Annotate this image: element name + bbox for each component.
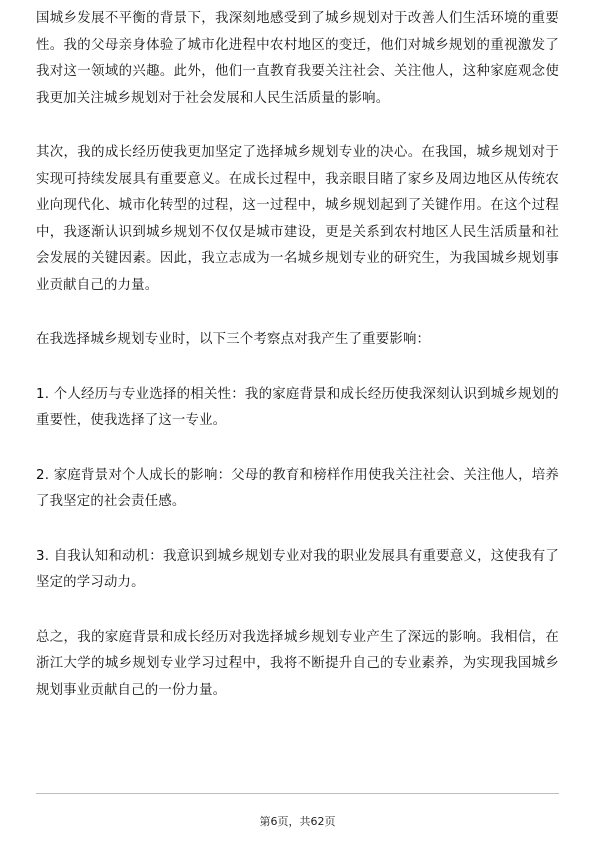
list-item-family-influence: 2. 家庭背景对个人成长的影响：父母的教育和榜样作用使我关注社会、关注他人，培养了我坚定的社会责任感。 — [36, 467, 559, 509]
paragraph-key-points-intro: 在我选择城乡规划专业时，以下三个考察点对我产生了重要影响： — [36, 332, 431, 347]
paragraph-growth-experience: 其次，我的成长经历使我更加坚定了选择城乡规划专业的决心。在我国，城乡规划对于实现可持续发展具有重要意义。在成长过程中，我亲眼目睹了家乡及周边地区从传统农业向现代化、城市化转型的过程，这一过程中，城乡规划起到了关键作用。在这个过程中，我逐渐认识到城乡规划不仅仅是城市建设，更是关系到农村地区人民生活质量和社会发展的关键因素。因此，我立志成为一名城乡规划专业的研究生，为我国城乡规划事业贡献自己的力量。 — [36, 145, 559, 293]
paragraph-family-background: 国城乡发展不平衡的背景下，我深刻地感受到了城乡规划对于改善人们生活环境的重要性。我的父母亲身体验了城市化进程中农村地区的变迁，他们对城乡规划的重视激发了我对这一领域的兴趣。此外，他们一直教育我要关注社会、关注他人，这种家庭观念使我更加关注城乡规划对于社会发展和人民生活质量的影响。 — [36, 11, 559, 106]
document-body — [36, 6, 559, 732]
paragraph-conclusion: 总之，我的家庭背景和成长经历对我选择城乡规划专业产生了深远的影响。我相信，在浙江大学的城乡规划专业学习过程中，我将不断提升自己的专业素养，为实现我国城乡规划事业贡献自己的一份力量。 — [36, 629, 559, 698]
list-item-personal-experience: 1. 个人经历与专业选择的相关性：我的家庭背景和成长经历使我深刻认识到城乡规划的重要性，使我选择了这一专业。 — [36, 386, 559, 428]
footer-divider — [36, 793, 559, 794]
page-number: 第6页，共62页 — [259, 815, 336, 828]
list-item-self-motivation: 3. 自我认知和动机：我意识到城乡规划专业对我的职业发展具有重要意义，这使我有了坚定的学习动力。 — [36, 548, 559, 590]
